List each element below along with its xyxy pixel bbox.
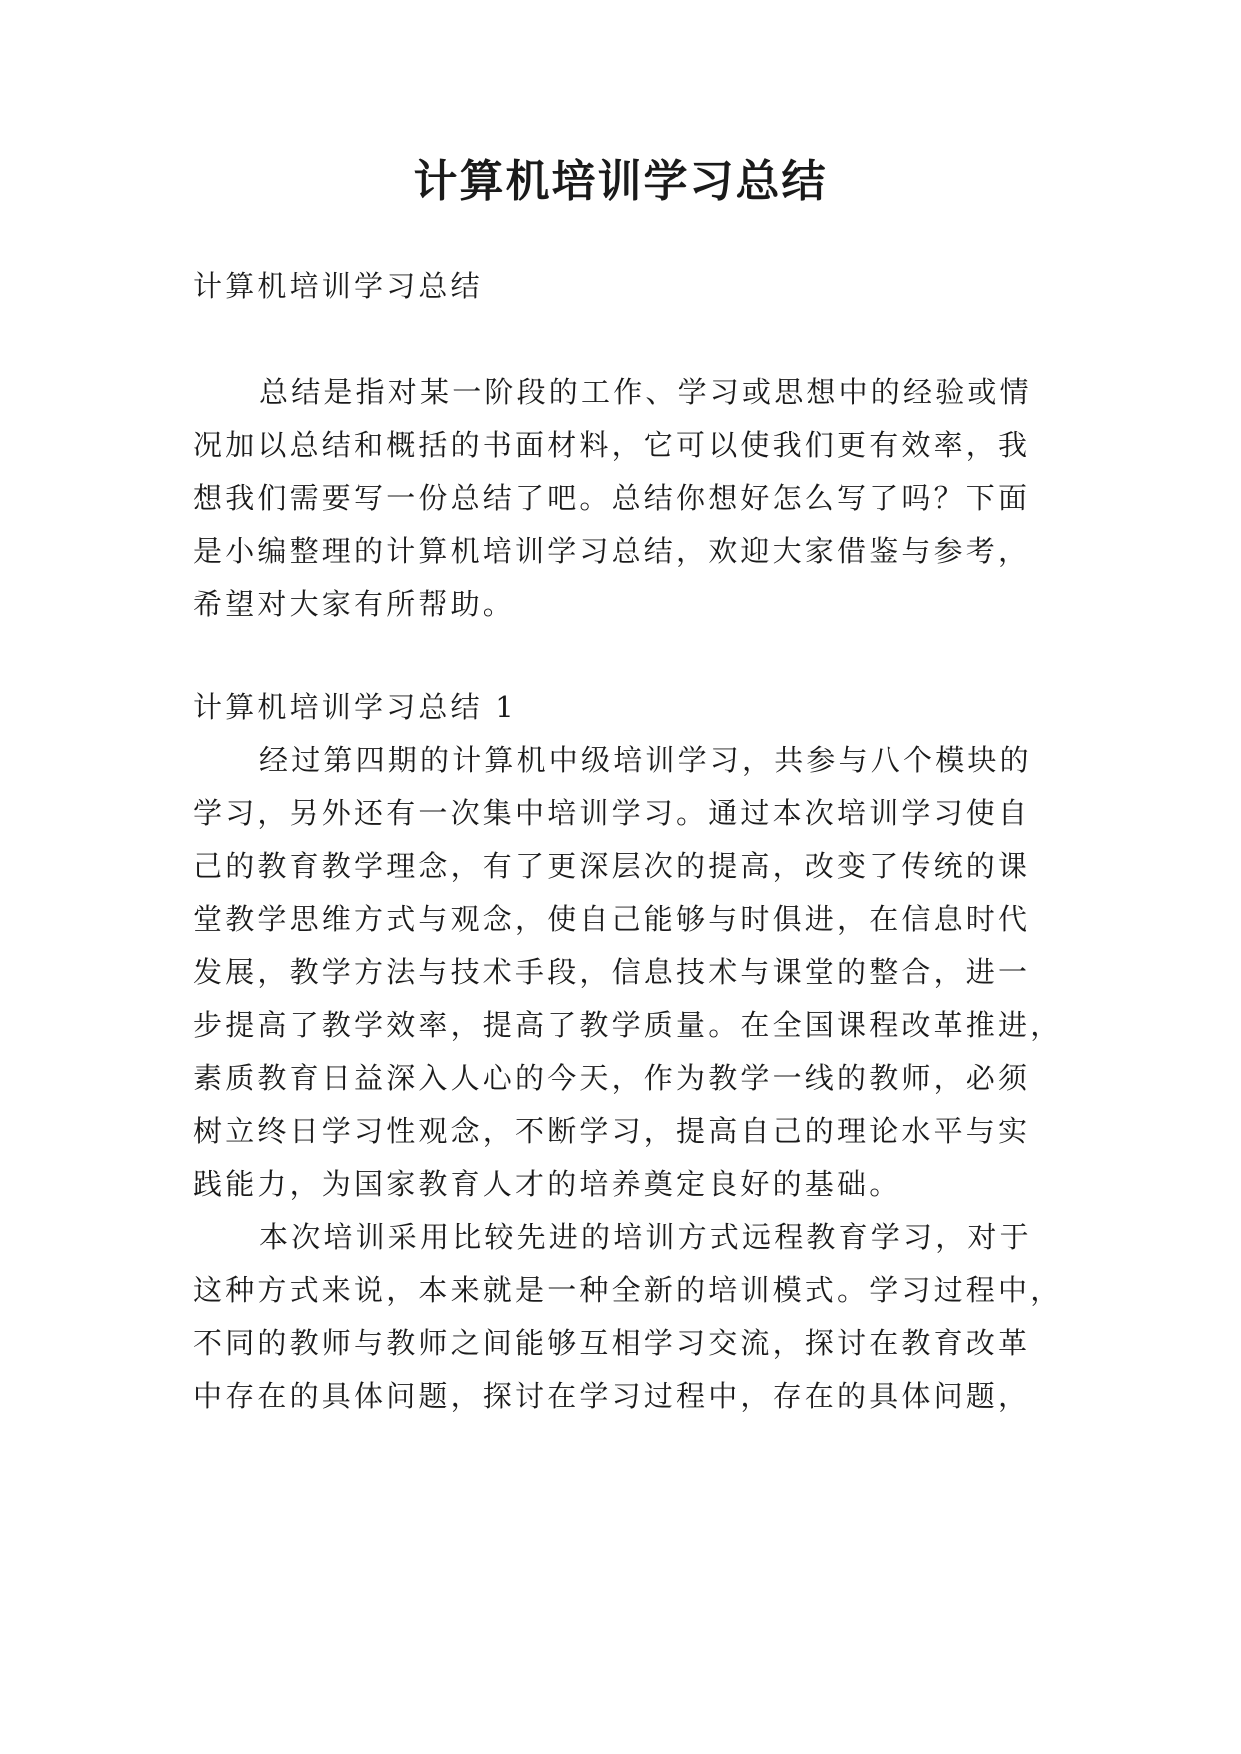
paragraph-line: 学习，另外还有一次集中培训学习。通过本次培训学习使自 <box>193 796 1031 830</box>
paragraph-line: 己的教育教学理念，有了更深层次的提高，改变了传统的课 <box>193 849 1031 883</box>
paragraph-line: 不同的教师与教师之间能够互相学习交流，探讨在教育改革 <box>193 1326 1031 1360</box>
paragraph-line: 步提高了教学效率，提高了教学质量。在全国课程改革推进， <box>193 1008 1063 1042</box>
intro-line: 想我们需要写一份总结了吧。总结你想好怎么写了吗？下面 <box>193 481 1031 515</box>
paragraph-line: 发展，教学方法与技术手段，信息技术与课堂的整合，进一 <box>193 955 1031 989</box>
paragraph-line: 树立终日学习性观念，不断学习，提高自己的理论水平与实 <box>193 1114 1031 1148</box>
intro-line: 希望对大家有所帮助。 <box>193 587 516 621</box>
paragraph-line: 堂教学思维方式与观念，使自己能够与时俱进，在信息时代 <box>193 902 1031 936</box>
intro-line: 总结是指对某一阶段的工作、学习或思想中的经验或情 <box>259 375 1032 409</box>
paragraph-line: 中存在的具体问题，探讨在学习过程中，存在的具体问题， <box>193 1379 1031 1413</box>
paragraph-line: 素质教育日益深入人心的今天，作为教学一线的教师，必须 <box>193 1061 1031 1095</box>
document-body <box>193 260 1063 1423</box>
intro-paragraph <box>193 366 1063 631</box>
paragraph-line: 本次培训采用比较先进的培训方式远程教育学习，对于 <box>259 1220 1032 1254</box>
paragraph-line: 这种方式来说，本来就是一种全新的培训模式。学习过程中， <box>193 1273 1063 1307</box>
intro-line: 况加以总结和概括的书面材料，它可以使我们更有效率，我 <box>193 428 1031 462</box>
intro-line: 是小编整理的计算机培训学习总结，欢迎大家借鉴与参考， <box>193 534 1031 568</box>
paragraph-line: 经过第四期的计算机中级培训学习，共参与八个模块的 <box>259 743 1032 777</box>
document-title: 计算机培训学习总结 <box>413 156 828 207</box>
paragraph-1 <box>193 734 1063 1211</box>
section-heading: 计算机培训学习总结 1 <box>193 690 517 724</box>
paragraph-line: 践能力，为国家教育人才的培养奠定良好的基础。 <box>193 1167 902 1201</box>
paragraph-2 <box>193 1211 1063 1423</box>
document-subtitle: 计算机培训学习总结 <box>193 269 483 303</box>
